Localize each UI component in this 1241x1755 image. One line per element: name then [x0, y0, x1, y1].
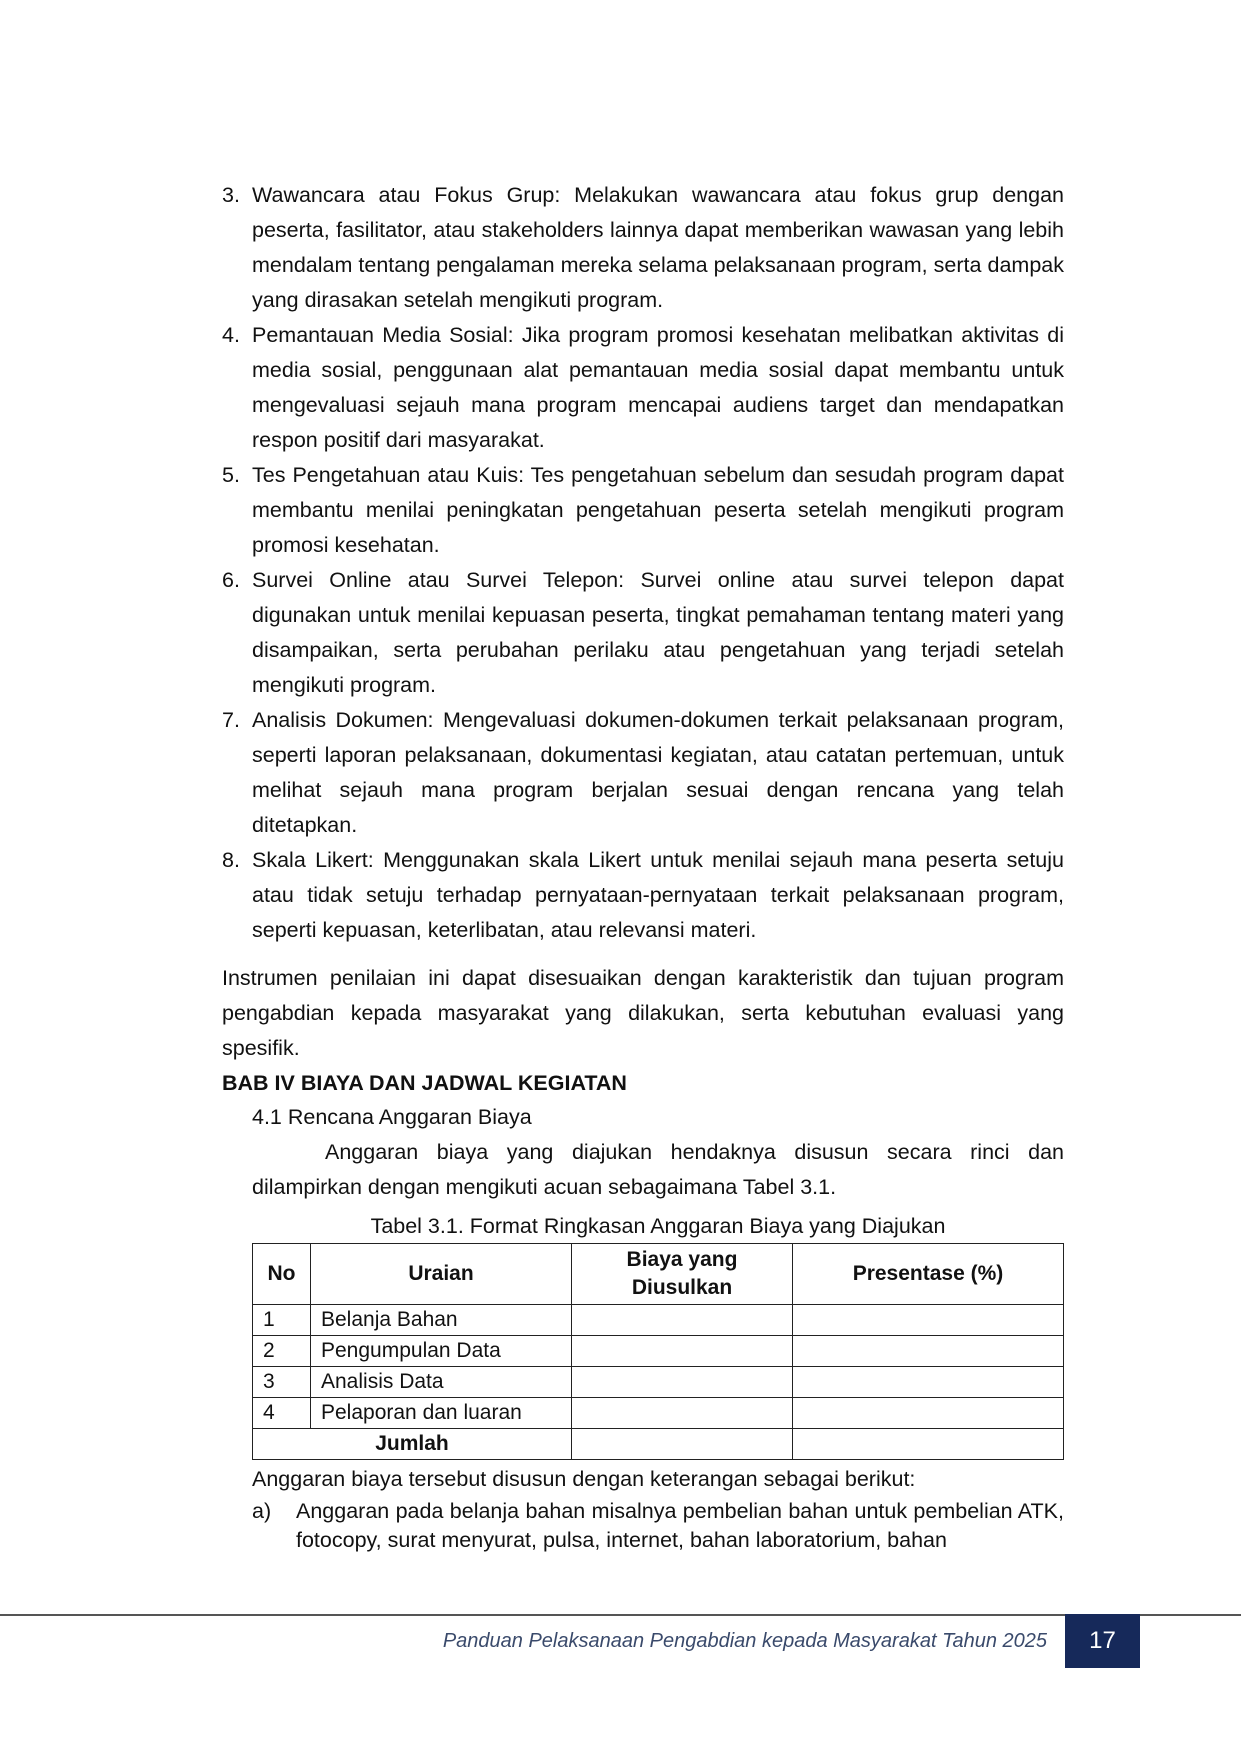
footer-title: Panduan Pelaksanaan Pengabdian kepada Masyarakat Tahun 2025	[442, 1630, 1047, 1652]
page-number-badge: 17	[1065, 1614, 1140, 1668]
table-total-row	[253, 1429, 1064, 1460]
closing-paragraph: Instrumen penilaian ini dapat disesuaikan dengan karakteristik dan tujuan program pengabdian kepada masyarakat yang dilakukan, serta kebutuhan evaluasi yang spesifik.	[222, 966, 1064, 1060]
list-item-number: 4.	[222, 323, 240, 347]
after-table-text: Anggaran biaya tersebut disusun dengan keterangan sebagai berikut:	[252, 1467, 916, 1491]
page-content	[222, 178, 1064, 1555]
list-item-number: 7.	[222, 708, 240, 732]
row-presentase	[793, 1367, 1064, 1398]
total-presentase	[793, 1429, 1064, 1460]
subsection-paragraph: Anggaran biaya yang diajukan hendaknya disusun secara rinci dan dilampirkan dengan mengikuti acuan sebagaimana Tabel 3.1.	[252, 1140, 1064, 1199]
header-uraian: Uraian	[311, 1244, 572, 1305]
budget-table	[252, 1243, 1064, 1460]
list-item	[222, 703, 1064, 843]
table-row	[253, 1367, 1064, 1398]
row-no: 2	[253, 1336, 311, 1367]
list-item	[222, 178, 1064, 318]
alpha-item-text: Anggaran pada belanja bahan misalnya pembelian bahan untuk pembelian ATK, fotocopy, surat menyurat, pulsa, internet, bahan laboratorium, bahan	[296, 1499, 1064, 1552]
subsection-heading: 4.1 Rencana Anggaran Biaya	[252, 1105, 532, 1129]
header-no: No	[253, 1244, 311, 1305]
footer-divider	[0, 1614, 1241, 1616]
row-uraian: Analisis Data	[311, 1367, 572, 1398]
header-biaya: Biaya yang Diusulkan	[572, 1244, 793, 1305]
alpha-list-item	[222, 1497, 1064, 1555]
list-item-text: Pemantauan Media Sosial: Jika program promosi kesehatan melibatkan aktivitas di media sosial, penggunaan alat pemantauan media sosial dapat membantu untuk mengevaluasi sejauh mana program mencapai audiens target dan mendapatkan respon positif dari masyarakat.	[252, 323, 1064, 452]
table-row	[253, 1336, 1064, 1367]
row-presentase	[793, 1398, 1064, 1429]
list-item-text: Analisis Dokumen: Mengevaluasi dokumen-dokumen terkait pelaksanaan program, seperti laporan pelaksanaan, dokumentasi kegiatan, atau catatan pertemuan, untuk melihat sejauh mana program berjalan sesuai dengan rencana yang telah ditetapkan.	[252, 708, 1064, 837]
row-no: 4	[253, 1398, 311, 1429]
row-uraian: Pelaporan dan luaran	[311, 1398, 572, 1429]
row-biaya	[572, 1367, 793, 1398]
list-item-text: Wawancara atau Fokus Grup: Melakukan wawancara atau fokus grup dengan peserta, fasilitator, atau stakeholders lainnya dapat memberikan wawasan yang lebih mendalam tentang pengalaman mereka selama pelaksanaan program, serta dampak yang dirasakan setelah mengikuti program.	[252, 183, 1064, 312]
list-item	[222, 563, 1064, 703]
row-uraian: Pengumpulan Data	[311, 1336, 572, 1367]
header-presentase: Presentase (%)	[793, 1244, 1064, 1305]
evaluation-method-list	[222, 178, 1064, 948]
list-item-number: 3.	[222, 183, 240, 207]
row-biaya	[572, 1336, 793, 1367]
list-item	[222, 318, 1064, 458]
row-biaya	[572, 1398, 793, 1429]
row-no: 1	[253, 1305, 311, 1336]
row-uraian: Belanja Bahan	[311, 1305, 572, 1336]
total-biaya	[572, 1429, 793, 1460]
total-label: Jumlah	[253, 1429, 572, 1460]
row-biaya	[572, 1305, 793, 1336]
table-caption: Tabel 3.1. Format Ringkasan Anggaran Biaya yang Diajukan	[370, 1214, 946, 1238]
list-item-text: Survei Online atau Survei Telepon: Survei online atau survei telepon dapat digunakan untuk menilai kepuasan peserta, tingkat pemahaman tentang materi yang disampaikan, serta perubahan perilaku atau pengetahuan yang terjadi setelah mengikuti program.	[252, 568, 1064, 697]
row-no: 3	[253, 1367, 311, 1398]
row-presentase	[793, 1305, 1064, 1336]
table-row	[253, 1398, 1064, 1429]
row-presentase	[793, 1336, 1064, 1367]
list-item-text: Skala Likert: Menggunakan skala Likert untuk menilai sejauh mana peserta setuju atau tidak setuju terhadap pernyataan-pernyataan terkait pelaksanaan program, seperti kepuasan, keterlibatan, atau relevansi materi.	[252, 848, 1064, 942]
table-row	[253, 1305, 1064, 1336]
list-item	[222, 843, 1064, 948]
list-item-number: 5.	[222, 463, 240, 487]
list-item-number: 8.	[222, 848, 240, 872]
list-item-text: Tes Pengetahuan atau Kuis: Tes pengetahuan sebelum dan sesudah program dapat membantu menilai peningkatan pengetahuan peserta setelah mengikuti program promosi kesehatan.	[252, 463, 1064, 557]
list-item-number: 6.	[222, 568, 240, 592]
table-header-row	[253, 1244, 1064, 1305]
alpha-item-label: a)	[252, 1499, 272, 1523]
list-item	[222, 458, 1064, 563]
chapter-heading: BAB IV BIAYA DAN JADWAL KEGIATAN	[222, 1071, 627, 1095]
